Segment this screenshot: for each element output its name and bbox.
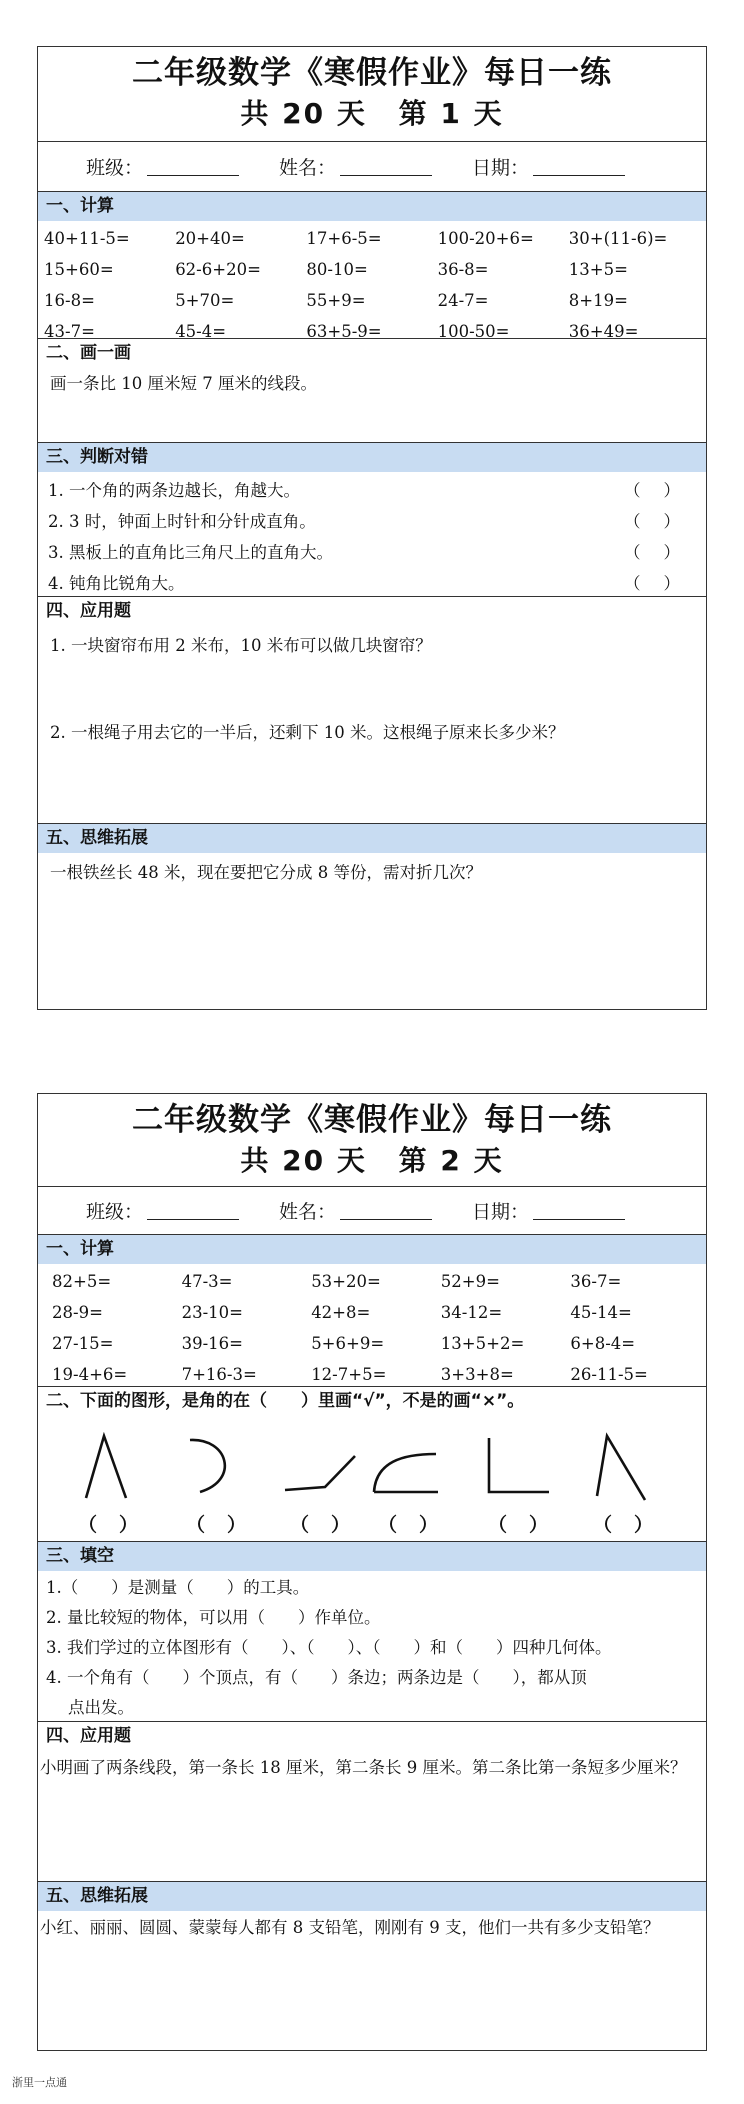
calc-item: 34-12= bbox=[440, 1303, 503, 1322]
calc-item: 5+70= bbox=[175, 291, 235, 310]
answer-paren[interactable] bbox=[593, 1510, 653, 1537]
paren-close: ） bbox=[663, 574, 680, 593]
footer-brand: 浙里一点通 bbox=[12, 2076, 67, 2089]
paren-close: ） bbox=[633, 1514, 653, 1536]
section-heading: 四、应用题 bbox=[46, 1726, 131, 1746]
paren-open: （ bbox=[290, 1514, 310, 1536]
thinking-problem: 小红、丽丽、圆圆、蒙蒙每人都有 8 支铅笔，刚刚有 9 支，他们一共有多少支铅笔？ bbox=[40, 1918, 660, 1937]
calc-item: 47-3= bbox=[181, 1272, 233, 1291]
section-calculation bbox=[38, 1235, 706, 1387]
calc-item: 6+8-4= bbox=[570, 1334, 636, 1353]
calc-item: 15+60= bbox=[44, 260, 114, 279]
date-blank[interactable] bbox=[533, 158, 625, 176]
thinking-problem: 一根铁丝长 48 米，现在要把它分成 8 等份，需对折几次？ bbox=[50, 863, 482, 882]
section-heading: 四、应用题 bbox=[46, 601, 131, 621]
calc-item: 28-9= bbox=[52, 1303, 103, 1322]
calc-item: 8+19= bbox=[568, 291, 628, 310]
figure-right-angle-5 bbox=[483, 1432, 553, 1502]
calc-item: 55+9= bbox=[306, 291, 366, 310]
calc-item: 13+5= bbox=[568, 260, 628, 279]
answer-paren[interactable] bbox=[378, 1510, 438, 1537]
draw-instruction: 画一条比 10 厘米短 7 厘米的线段。 bbox=[50, 374, 317, 393]
section-heading: 五、思维拓展 bbox=[38, 1882, 706, 1911]
fill-item: 1.（ ）是测量（ ）的工具。 bbox=[46, 1578, 310, 1597]
paren-close: ） bbox=[226, 1514, 246, 1536]
calc-item: 12-7+5= bbox=[311, 1365, 387, 1384]
worksheet-day-2 bbox=[37, 1093, 707, 2051]
calc-grid bbox=[38, 1264, 706, 1394]
figure-angle-3 bbox=[281, 1432, 361, 1502]
date-blank[interactable] bbox=[533, 1202, 625, 1220]
section-heading: 一、计算 bbox=[38, 192, 706, 221]
judge-text: 1. 一个角的两条边越长，角越大。 bbox=[48, 481, 300, 500]
calc-item: 19-4+6= bbox=[52, 1365, 128, 1384]
calc-item: 52+9= bbox=[440, 1272, 500, 1291]
class-field[interactable] bbox=[86, 153, 239, 180]
name-blank[interactable] bbox=[340, 1202, 432, 1220]
section-heading: 三、判断对错 bbox=[38, 443, 706, 472]
fill-item: 4. 一个角有（ ）个顶点，有（ ）条边；两条边是（ ），都从顶 bbox=[46, 1668, 587, 1687]
date-label: 日期： bbox=[472, 157, 530, 179]
paren-open: （ bbox=[624, 481, 641, 500]
calc-item: 42+8= bbox=[311, 1303, 371, 1322]
class-label: 班级： bbox=[86, 1201, 144, 1223]
calc-item: 100-20+6= bbox=[437, 229, 534, 248]
calc-item: 45-4= bbox=[175, 322, 227, 341]
section-fill-blanks bbox=[38, 1542, 706, 1722]
section-heading: 二、下面的图形，是角的在（ ）里画“√”，不是的画“×”。 bbox=[46, 1391, 525, 1411]
calc-item: 100-50= bbox=[437, 322, 510, 341]
paren-open: （ bbox=[624, 574, 641, 593]
paren-open: （ bbox=[593, 1514, 613, 1536]
answer-paren[interactable] bbox=[186, 1510, 246, 1537]
paren-open: （ bbox=[624, 512, 641, 531]
paren-close: ） bbox=[118, 1514, 138, 1536]
answer-paren[interactable] bbox=[624, 506, 680, 537]
judge-item bbox=[38, 475, 706, 506]
calc-item: 43-7= bbox=[44, 322, 95, 341]
calc-item: 3+3+8= bbox=[440, 1365, 514, 1384]
total-days: 共 20 天 bbox=[240, 1144, 367, 1177]
paren-close: ） bbox=[663, 512, 680, 531]
section-angles bbox=[38, 1387, 706, 1542]
figure-curve-2 bbox=[188, 1432, 248, 1502]
calc-item: 30+(11-6)= bbox=[568, 229, 668, 248]
paren-open: （ bbox=[488, 1514, 508, 1536]
answer-paren[interactable] bbox=[624, 568, 680, 599]
paren-open: （ bbox=[378, 1514, 398, 1536]
worksheet-subtitle bbox=[38, 1142, 706, 1180]
worksheet-title: 二年级数学《寒假作业》每日一练 bbox=[132, 1102, 612, 1138]
title-box bbox=[38, 47, 706, 142]
paren-close: ） bbox=[330, 1514, 350, 1536]
title-box bbox=[38, 1094, 706, 1187]
date-label: 日期： bbox=[472, 1201, 530, 1223]
calc-item: 13+5+2= bbox=[440, 1334, 525, 1353]
judge-item bbox=[38, 506, 706, 537]
paren-open: （ bbox=[78, 1514, 98, 1536]
problem-1: 1. 一块窗帘布用 2 米布，10 米布可以做几块窗帘？ bbox=[50, 636, 432, 655]
paren-close: ） bbox=[528, 1514, 548, 1536]
name-field[interactable] bbox=[279, 1197, 432, 1224]
calc-item: 36+49= bbox=[568, 322, 639, 341]
calc-item: 23-10= bbox=[181, 1303, 243, 1322]
problem-2: 2. 一根绳子用去它的一半后，还剩下 10 米。这根绳子原来长多少米？ bbox=[50, 723, 565, 742]
paren-close: ） bbox=[418, 1514, 438, 1536]
section-true-false bbox=[38, 443, 706, 597]
info-row bbox=[38, 1187, 706, 1235]
answer-paren[interactable] bbox=[290, 1510, 350, 1537]
info-row bbox=[38, 142, 706, 192]
judge-item bbox=[38, 568, 706, 599]
calc-item: 80-10= bbox=[306, 260, 368, 279]
date-field[interactable] bbox=[472, 153, 625, 180]
angle-figures bbox=[38, 1416, 706, 1546]
answer-paren[interactable] bbox=[488, 1510, 548, 1537]
judge-item bbox=[38, 537, 706, 568]
figure-angle-1 bbox=[82, 1432, 132, 1502]
paren-open: （ bbox=[624, 543, 641, 562]
calc-item: 17+6-5= bbox=[306, 229, 382, 248]
section-word-problems bbox=[38, 597, 706, 824]
calc-item: 7+16-3= bbox=[181, 1365, 257, 1384]
calc-item: 53+20= bbox=[311, 1272, 381, 1291]
answer-paren[interactable] bbox=[624, 475, 680, 506]
name-label: 姓名： bbox=[279, 1201, 337, 1223]
fill-item-continued: 点出发。 bbox=[68, 1698, 134, 1717]
calc-item: 82+5= bbox=[52, 1272, 112, 1291]
worksheet-title: 二年级数学《寒假作业》每日一练 bbox=[132, 55, 612, 91]
paren-close: ） bbox=[663, 481, 680, 500]
day-number: 第 2 天 bbox=[398, 1144, 504, 1177]
name-field[interactable] bbox=[279, 153, 432, 180]
judge-text: 2. 3 时，钟面上时针和分针成直角。 bbox=[48, 512, 316, 531]
section-heading: 三、填空 bbox=[38, 1542, 706, 1571]
section-word-problems bbox=[38, 1722, 706, 1882]
paren-close: ） bbox=[663, 543, 680, 562]
word-problem: 小明画了两条线段，第一条长 18 厘米，第二条长 9 厘米。第二条比第一条短多少厘米？ bbox=[40, 1758, 687, 1777]
paren-open: （ bbox=[186, 1514, 206, 1536]
calc-item: 62-6+20= bbox=[175, 260, 261, 279]
judge-text: 4. 钝角比锐角大。 bbox=[48, 574, 185, 593]
calc-item: 45-14= bbox=[570, 1303, 632, 1322]
section-calculation bbox=[38, 192, 706, 339]
calc-item: 16-8= bbox=[44, 291, 95, 310]
calc-item: 63+5-9= bbox=[306, 322, 382, 341]
total-days: 共 20 天 bbox=[240, 97, 367, 130]
calc-grid bbox=[38, 221, 706, 351]
calc-item: 24-7= bbox=[437, 291, 489, 310]
calc-item: 26-11-5= bbox=[570, 1365, 648, 1384]
name-blank[interactable] bbox=[340, 158, 432, 176]
worksheet-day-1 bbox=[37, 46, 707, 1010]
section-draw bbox=[38, 339, 706, 443]
calc-item: 27-15= bbox=[52, 1334, 114, 1353]
answer-paren[interactable] bbox=[78, 1510, 138, 1537]
worksheet-subtitle bbox=[38, 95, 706, 133]
section-heading: 一、计算 bbox=[38, 1235, 706, 1264]
class-blank[interactable] bbox=[147, 158, 239, 176]
class-label: 班级： bbox=[86, 157, 144, 179]
calc-item: 20+40= bbox=[175, 229, 245, 248]
calc-item: 36-7= bbox=[570, 1272, 622, 1291]
section-heading: 二、画一画 bbox=[46, 343, 131, 363]
calc-item: 36-8= bbox=[437, 260, 489, 279]
class-field[interactable] bbox=[86, 1197, 239, 1224]
section-heading: 五、思维拓展 bbox=[38, 824, 706, 853]
fill-item: 3. 我们学过的立体图形有（ ）、（ ）、（ ）和（ ）四种几何体。 bbox=[46, 1638, 612, 1657]
date-field[interactable] bbox=[472, 1197, 625, 1224]
calc-item: 40+11-5= bbox=[44, 229, 130, 248]
calc-item: 5+6+9= bbox=[311, 1334, 385, 1353]
section-thinking bbox=[38, 824, 706, 982]
calc-item: 39-16= bbox=[181, 1334, 243, 1353]
class-blank[interactable] bbox=[147, 1202, 239, 1220]
day-number: 第 1 天 bbox=[398, 97, 504, 130]
fill-item: 2. 量比较短的物体，可以用（ ）作单位。 bbox=[46, 1608, 381, 1627]
section-thinking bbox=[38, 1882, 706, 2050]
judge-text: 3. 黑板上的直角比三角尺上的直角大。 bbox=[48, 543, 333, 562]
name-label: 姓名： bbox=[279, 157, 337, 179]
answer-paren[interactable] bbox=[624, 537, 680, 568]
figure-curve-4 bbox=[368, 1432, 448, 1502]
figure-angle-6 bbox=[593, 1432, 653, 1502]
